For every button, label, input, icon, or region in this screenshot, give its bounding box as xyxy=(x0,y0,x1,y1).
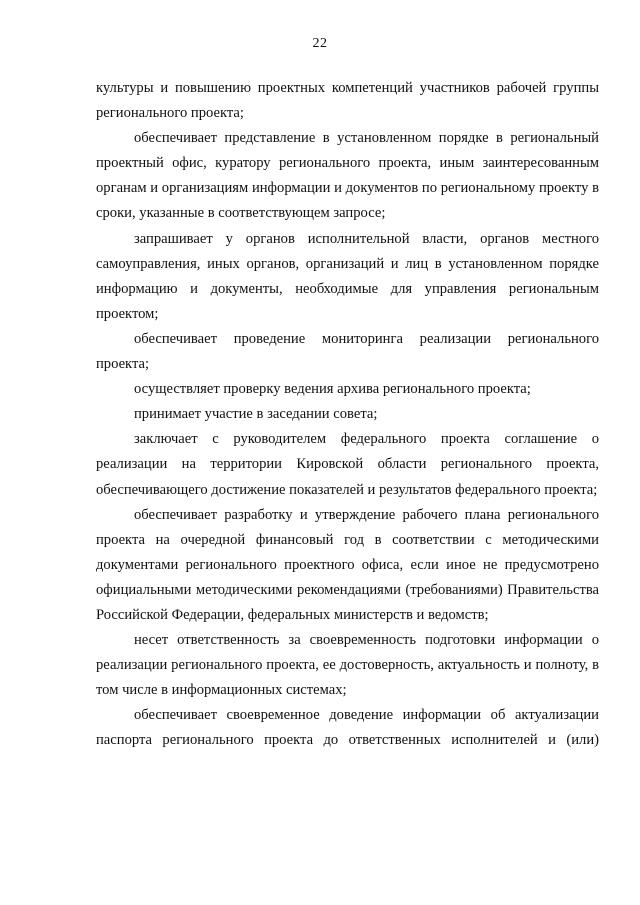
paragraph: обеспечивает разработку и утверждение рабочего плана регионального проекта на очередной финансовый год в соответствии с методическими документами регионального проектного офиса, если иное не предусмотрено официальными методическими рекомендациями (требованиями) Правительства Российской Федерации, федеральных министерств и ведомств; xyxy=(96,506,599,623)
page-number: 22 xyxy=(312,36,328,51)
paragraph: несет ответственность за своевременность подготовки информации о реализации регионального проекта, ее достоверность, актуальность и полноту, в том числе в информационных системах; xyxy=(96,632,599,699)
paragraph-continuation: культуры и повышению проектных компетенций участников рабочей группы регионального проекта; xyxy=(96,80,599,122)
paragraph-continues-next-page: обеспечивает своевременное доведение информации об актуализации паспорта регионального проекта до ответственных исполнителей и (или) xyxy=(96,707,599,749)
paragraph: обеспечивает проведение мониторинга реализации регионального проекта; xyxy=(96,330,599,373)
document-body xyxy=(96,76,599,754)
paragraph: обеспечивает представление в установленном порядке в региональный проектный офис, куратору регионального проекта, иным заинтересованным органам и организациям информации и документов по региональному проекту в сроки, указанные в соответствующем запросе; xyxy=(96,130,599,222)
paragraph: принимает участие в заседании совета; xyxy=(134,406,378,423)
paragraph: запрашивает у органов исполнительной власти, органов местного самоуправления, иных органов, организаций и лиц в установленном порядке информацию и документы, необходимые для управления региональным проектом; xyxy=(96,230,599,322)
paragraph: осуществляет проверку ведения архива регионального проекта; xyxy=(134,381,531,398)
paragraph: заключает с руководителем федерального проекта соглашение о реализации на территории Кировской области регионального проекта, обеспечивающего достижение показателей и результатов федерального проекта; xyxy=(96,431,599,498)
